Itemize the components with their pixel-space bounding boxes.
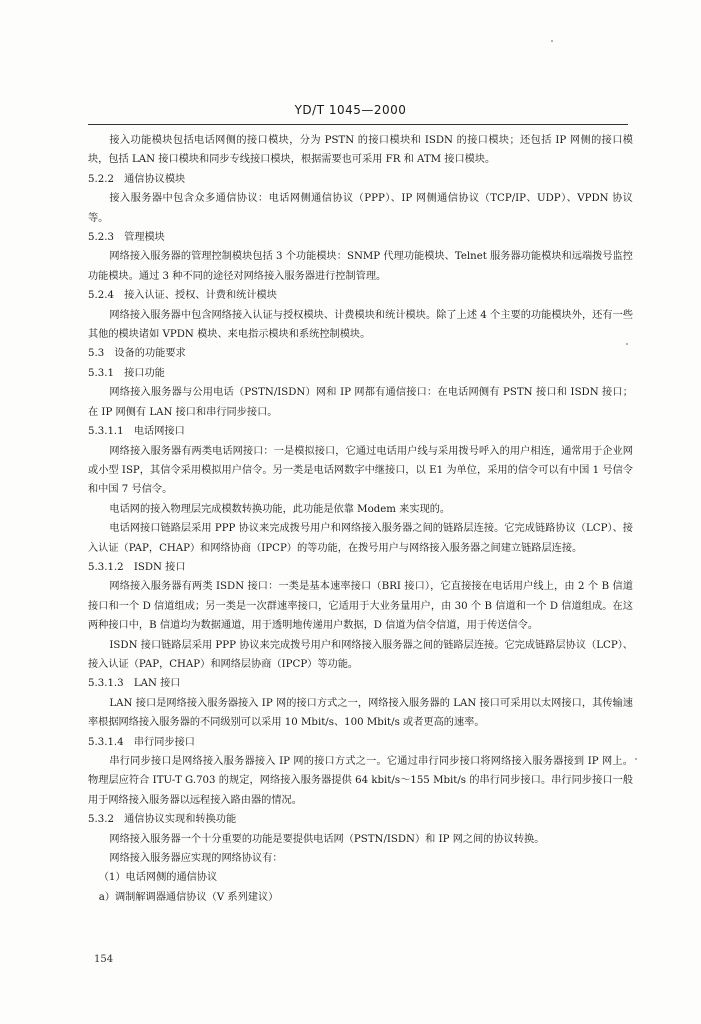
paragraph: ISDN 接口链路层采用 PPP 协议来完成拨号用户和网络接入服务器之间的链路层连接。它完成链路层协议（LCP）、接入认证（PAP，CHAP）和网络层协商（IPCP）等功能。 <box>88 639 633 670</box>
section-heading: 5.3 设备的功能要求 <box>88 348 186 360</box>
paragraph: 电话网接口链路层采用 PPP 协议来完成拨号用户和网络接入服务器之间的链路层连接。它完成链路协议（LCP）、接入认证（PAP，CHAP）和网络协商（IPCP）的等功能，在拨号用户与网络接入服务器之间建立链路层连接。 <box>88 523 633 554</box>
paragraph: 网络接入服务器有两类 ISDN 接口：一类是基本速率接口（BRI 接口），它直接接在电话用户线上，由 2 个 B 信道接口和一个 D 信道组成；另一类是一次群速率接口，它适用于大业务量用户，由 30 个 B 信道和一个 D 信道组成。在这两种接口中，B 信道均为数据通道，用于透明地传递用户数据，D 信道为信令信道，用于传送信令。 <box>88 581 633 632</box>
scan-speck <box>635 758 637 760</box>
section-heading: 5.3.2 通信协议实现和转换功能 <box>88 814 237 826</box>
page-header: YD/T 1045—2000 <box>294 103 407 117</box>
paragraph: 网络接入服务器一个十分重要的功能是要提供电话网（PSTN/ISDN）和 IP 网之间的协议转换。 <box>109 833 545 845</box>
list-item: （1）电话网侧的通信协议 <box>98 872 218 884</box>
paragraph: 接入服务器中包含众多通信协议：电话网侧通信协议（PPP）、IP 网侧通信协议（TCP/IP、UDP）、VPDN 协议等。 <box>88 193 633 224</box>
list-item: a）调制解调器通信协议（V 系列建议） <box>98 891 279 903</box>
paragraph: 接入功能模块包括电话网侧的接口模块，分为 PSTN 的接口模块和 ISDN 的接口模块；还包括 IP 网侧的接口模块，包括 LAN 接口模块和同步专线接口模块，根据需要也可采用 FR 和 ATM 接口模块。 <box>88 135 633 166</box>
paragraph: 网络接入服务器与公用电话（PSTN/ISDN）网和 IP 网都有通信接口：在电话网侧有 PSTN 接口和 ISDN 接口；在 IP 网侧有 LAN 接口和串行同步接口。 <box>88 387 633 418</box>
paragraph: 电话网的接入物理层完成模数转换功能，此功能是依靠 Modem 来实现的。 <box>109 503 451 515</box>
section-heading: 5.2.2 通信协议模块 <box>88 173 186 185</box>
document-body <box>88 131 633 907</box>
paragraph: 网络接入服务器应实现的网络协议有： <box>109 853 283 865</box>
paragraph: LAN 接口是网络接入服务器接入 IP 网的接口方式之一，网络接入服务器的 LAN 接口可采用以太网接口，其传输速率根据网络接入服务器的不同级别可以采用 10 Mbit/s、100 Mbit/s 或者更高的速率。 <box>88 697 633 729</box>
section-heading: 5.3.1.3 LAN 接口 <box>88 678 181 690</box>
paragraph: 网络接入服务器中包含网络接入认证与授权模块、计费模块和统计模块。除了上述 4 个主要的功能模块外，还有一些其他的模块诸如 VPDN 模块、来电指示模块和系统控制模块。 <box>88 309 633 341</box>
header-rule <box>88 124 628 125</box>
section-heading: 5.2.4 接入认证、授权、计费和统计模块 <box>88 290 277 302</box>
paragraph: 串行同步接口是网络接入服务器接入 IP 网的接口方式之一。它通过串行同步接口将网络接入服务器接到 IP 网上。物理层应符合 ITU-T G.703 的规定，网络接入服务器提供 64 kbit/s～155 Mbit/s 的串行同步接口。串行同步接口一般用于网络接入服务器以远程接入路由器的情况。 <box>88 756 633 806</box>
page-number: 154 <box>94 954 114 965</box>
section-heading: 5.3.1 接口功能 <box>88 367 165 379</box>
section-heading: 5.3.1.4 串行同步接口 <box>88 736 195 748</box>
section-heading: 5.3.1.1 电话网接口 <box>88 426 185 438</box>
scan-speck <box>551 40 553 42</box>
section-heading: 5.3.1.2 ISDN 接口 <box>88 561 186 573</box>
section-heading: 5.2.3 管理模块 <box>88 232 165 244</box>
paragraph: 网络接入服务器有两类电话网接口：一是模拟接口，它通过电话用户线与采用拨号呼入的用户相连，通常用于企业网或小型 ISP，其信令采用模拟用户信令。另一类是电话网数字中继接口，以 E1 为单位，采用的信令可以有中国 1 号信令和中国 7 号信令。 <box>88 445 633 496</box>
paragraph: 网络接入服务器的管理控制模块包括 3 个功能模块：SNMP 代理功能模块、Telnet 服务器功能模块和远端拨号监控功能模块。通过 3 种不同的途径对网络接入服务器进行控制管理。 <box>88 251 633 282</box>
